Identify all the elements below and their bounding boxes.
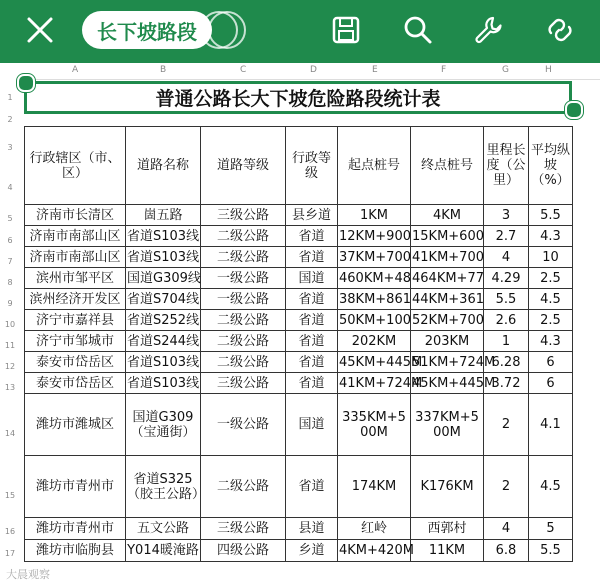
table-cell[interactable]: 二级公路 xyxy=(201,226,286,247)
column-header[interactable]: A xyxy=(72,65,79,75)
table-row xyxy=(25,456,573,518)
table-cell[interactable]: 三级公路 xyxy=(201,373,286,394)
table-cell[interactable]: 国道 xyxy=(286,394,338,456)
table-cell[interactable]: 4KM xyxy=(411,205,484,226)
table-cell[interactable]: 4 xyxy=(484,518,529,540)
table-cell[interactable]: 203KM xyxy=(411,331,484,352)
header-cell-length[interactable]: 里程长度（公里） xyxy=(484,127,529,205)
table-cell[interactable]: 51KM+724M xyxy=(411,352,484,373)
header-cell-slope[interactable]: 平均纵坡（%） xyxy=(529,127,573,205)
table-cell[interactable]: K176KM xyxy=(411,456,484,518)
table-cell[interactable]: 潍坊市青州市 xyxy=(25,456,126,518)
table-cell[interactable]: 202KM xyxy=(338,331,411,352)
table-cell[interactable]: 6.28 xyxy=(484,352,529,373)
table-cell[interactable]: 省道 xyxy=(286,352,338,373)
row-number[interactable]: 14 xyxy=(4,429,16,438)
table-cell[interactable]: 济南市南部山区 xyxy=(25,247,126,268)
table-cell[interactable]: 4.5 xyxy=(529,289,573,310)
table-cell[interactable]: 45KM+445M xyxy=(338,352,411,373)
table-cell[interactable]: 省道 xyxy=(286,289,338,310)
table-cell[interactable]: 174KM xyxy=(338,456,411,518)
table-cell[interactable]: 省道S252线 xyxy=(126,310,201,331)
table-cell[interactable]: 县乡道 xyxy=(286,205,338,226)
wrench-icon[interactable] xyxy=(468,10,508,50)
table-cell[interactable]: 国道 xyxy=(286,268,338,289)
table-row xyxy=(25,289,573,310)
table-cell[interactable]: 1KM xyxy=(338,205,411,226)
table-cell[interactable]: 4KM+420M xyxy=(338,540,411,562)
row-number[interactable]: 7 xyxy=(7,257,13,266)
table-cell[interactable]: 国道G309线 xyxy=(126,268,201,289)
table-cell[interactable]: 省道 xyxy=(286,310,338,331)
table-cell[interactable]: 省道S704线 xyxy=(126,289,201,310)
table-row xyxy=(25,394,573,456)
table-cell[interactable]: 四级公路 xyxy=(201,540,286,562)
table-cell[interactable]: 潍坊市临朐县 xyxy=(25,540,126,562)
table-cell[interactable]: 省道S103线 xyxy=(126,247,201,268)
table-row xyxy=(25,540,573,562)
table-cell[interactable]: 红岭 xyxy=(338,518,411,540)
table-row xyxy=(25,205,573,226)
table-cell[interactable]: 济宁市嘉祥县 xyxy=(25,310,126,331)
selection-handle[interactable] xyxy=(565,101,583,119)
table-cell[interactable]: 济南市长清区 xyxy=(25,205,126,226)
table-cell[interactable]: 6.8 xyxy=(484,540,529,562)
table-cell[interactable]: 38KM+861 xyxy=(338,289,411,310)
table-cell[interactable]: 5 xyxy=(529,518,573,540)
save-icon[interactable] xyxy=(326,10,366,50)
row-number[interactable]: 10 xyxy=(4,320,16,329)
row-number[interactable]: 5 xyxy=(7,214,13,223)
table-cell[interactable]: 省道S244线 xyxy=(126,331,201,352)
column-header[interactable]: F xyxy=(441,65,447,75)
table-row xyxy=(25,518,573,540)
table-cell[interactable]: 335KM+500M xyxy=(338,394,411,456)
table-cell[interactable]: 省道S325（胶王公路） xyxy=(126,456,201,518)
row-number[interactable]: 1 xyxy=(7,93,13,102)
sheet-title-cell[interactable]: 普通公路长大下坡危险路段统计表 xyxy=(24,81,572,114)
row-number[interactable]: 6 xyxy=(7,236,13,245)
table-header-row xyxy=(25,127,573,205)
table-cell[interactable]: 乡道 xyxy=(286,540,338,562)
table-cell[interactable]: 1 xyxy=(484,331,529,352)
table-cell[interactable]: 4.29 xyxy=(484,268,529,289)
table-cell[interactable]: 41KM+724M xyxy=(338,373,411,394)
row-number[interactable]: 15 xyxy=(4,491,16,500)
table-row xyxy=(25,247,573,268)
column-header[interactable]: G xyxy=(502,65,509,75)
table-cell[interactable]: 464KM+77 xyxy=(411,268,484,289)
row-number-gutter xyxy=(0,79,20,587)
table-cell[interactable]: 6 xyxy=(529,373,573,394)
table-cell[interactable]: 5.5 xyxy=(484,289,529,310)
table-cell[interactable]: 二级公路 xyxy=(201,310,286,331)
row-number[interactable]: 3 xyxy=(7,143,13,152)
table-cell[interactable]: 三级公路 xyxy=(201,518,286,540)
table-row xyxy=(25,226,573,247)
header-cell-road-name[interactable]: 道路名称 xyxy=(126,127,201,205)
header-cell-region[interactable]: 行政辖区（市、区） xyxy=(25,127,126,205)
row-number[interactable]: 17 xyxy=(4,549,16,558)
table-cell[interactable]: 45KM+445M xyxy=(411,373,484,394)
table-cell[interactable]: 52KM+700 xyxy=(411,310,484,331)
search-icon[interactable] xyxy=(398,10,438,50)
table-cell[interactable]: 4 xyxy=(484,247,529,268)
table-cell[interactable]: 县道 xyxy=(286,518,338,540)
table-cell[interactable]: 4.3 xyxy=(529,331,573,352)
table-cell[interactable]: 滨州经济开发区 xyxy=(25,289,126,310)
table-cell[interactable]: 2.7 xyxy=(484,226,529,247)
table-cell[interactable]: 省道 xyxy=(286,456,338,518)
row-number[interactable]: 16 xyxy=(4,527,16,536)
table-cell[interactable]: 崮五路 xyxy=(126,205,201,226)
table-cell[interactable]: 10 xyxy=(529,247,573,268)
table-cell[interactable]: 6 xyxy=(529,352,573,373)
table-cell[interactable]: 4.3 xyxy=(529,226,573,247)
row-number[interactable]: 12 xyxy=(4,362,16,371)
table-cell[interactable]: 37KM+700 xyxy=(338,247,411,268)
table-cell[interactable]: 泰安市岱岳区 xyxy=(25,352,126,373)
top-app-bar xyxy=(0,0,600,63)
row-number[interactable]: 4 xyxy=(7,183,13,192)
document-title[interactable]: 长下坡路段 xyxy=(82,11,212,49)
table-cell[interactable]: 省道S103线 xyxy=(126,226,201,247)
table-cell[interactable]: 3.72 xyxy=(484,373,529,394)
pill-decoration xyxy=(208,11,246,49)
table-cell[interactable]: 滨州市邹平区 xyxy=(25,268,126,289)
watermark: 大晨观察 xyxy=(6,568,50,581)
table-cell[interactable]: 二级公路 xyxy=(201,247,286,268)
table-cell[interactable]: 二级公路 xyxy=(201,331,286,352)
table-row xyxy=(25,310,573,331)
table-cell[interactable]: 12KM+900 xyxy=(338,226,411,247)
table-cell[interactable]: 济南市南部山区 xyxy=(25,226,126,247)
row-number[interactable]: 9 xyxy=(7,299,13,308)
table-cell[interactable]: Y014暖淹路 xyxy=(126,540,201,562)
table-cell[interactable]: 省道 xyxy=(286,226,338,247)
table-cell[interactable]: 三级公路 xyxy=(201,205,286,226)
table-cell[interactable]: 潍坊市青州市 xyxy=(25,518,126,540)
table-row xyxy=(25,373,573,394)
row-number[interactable]: 2 xyxy=(7,115,13,124)
table-cell[interactable]: 15KM+600 xyxy=(411,226,484,247)
table-cell[interactable]: 国道G309（宝通街） xyxy=(126,394,201,456)
table-cell[interactable]: 省道 xyxy=(286,373,338,394)
header-cell-road-grade[interactable]: 道路等级 xyxy=(201,127,286,205)
table-row xyxy=(25,331,573,352)
column-header[interactable]: H xyxy=(545,65,552,75)
link-icon[interactable] xyxy=(540,10,580,50)
table-cell[interactable]: 5.5 xyxy=(529,540,573,562)
table-row xyxy=(25,268,573,289)
column-header-strip xyxy=(0,63,600,80)
table-cell[interactable]: 41KM+700 xyxy=(411,247,484,268)
table-cell[interactable]: 2.5 xyxy=(529,268,573,289)
table-cell[interactable]: 济宁市邹城市 xyxy=(25,331,126,352)
table-cell[interactable]: 337KM+500M xyxy=(411,394,484,456)
table-cell[interactable]: 五文公路 xyxy=(126,518,201,540)
table-cell[interactable]: 4.5 xyxy=(529,456,573,518)
table-cell[interactable]: 西郭村 xyxy=(411,518,484,540)
table-cell[interactable]: 一级公路 xyxy=(201,289,286,310)
data-table xyxy=(24,126,573,562)
selection-handle[interactable] xyxy=(17,74,35,92)
table-cell[interactable]: 省道 xyxy=(286,331,338,352)
table-cell[interactable]: 一级公路 xyxy=(201,268,286,289)
table-cell[interactable]: 2.5 xyxy=(529,310,573,331)
table-row xyxy=(25,352,573,373)
table-cell[interactable]: 5.5 xyxy=(529,205,573,226)
table-cell[interactable]: 二级公路 xyxy=(201,352,286,373)
table-cell[interactable]: 泰安市岱岳区 xyxy=(25,373,126,394)
table-cell[interactable]: 二级公路 xyxy=(201,456,286,518)
table-cell[interactable]: 4.1 xyxy=(529,394,573,456)
table-cell[interactable]: 2.6 xyxy=(484,310,529,331)
row-number[interactable]: 8 xyxy=(7,278,13,287)
table-cell[interactable]: 省道S103线 xyxy=(126,352,201,373)
table-cell[interactable]: 省道 xyxy=(286,247,338,268)
header-cell-end-mark[interactable]: 终点桩号 xyxy=(411,127,484,205)
column-header[interactable]: E xyxy=(372,65,378,75)
column-header[interactable]: D xyxy=(310,65,317,75)
table-cell[interactable]: 3 xyxy=(484,205,529,226)
close-icon[interactable] xyxy=(20,10,60,50)
table-cell[interactable]: 省道S103线 xyxy=(126,373,201,394)
table-cell[interactable]: 460KM+48 xyxy=(338,268,411,289)
table-cell[interactable]: 11KM xyxy=(411,540,484,562)
row-number[interactable]: 11 xyxy=(4,341,16,350)
column-header[interactable]: C xyxy=(240,65,247,75)
table-cell[interactable]: 2 xyxy=(484,394,529,456)
table-cell[interactable]: 44KM+361 xyxy=(411,289,484,310)
table-cell[interactable]: 50KM+100 xyxy=(338,310,411,331)
header-cell-start-mark[interactable]: 起点桩号 xyxy=(338,127,411,205)
column-header[interactable]: B xyxy=(160,65,167,75)
table-cell[interactable]: 潍坊市潍城区 xyxy=(25,394,126,456)
table-cell[interactable]: 2 xyxy=(484,456,529,518)
table-cell[interactable]: 一级公路 xyxy=(201,394,286,456)
row-number[interactable]: 13 xyxy=(4,383,16,392)
header-cell-admin-grade[interactable]: 行政等级 xyxy=(286,127,338,205)
